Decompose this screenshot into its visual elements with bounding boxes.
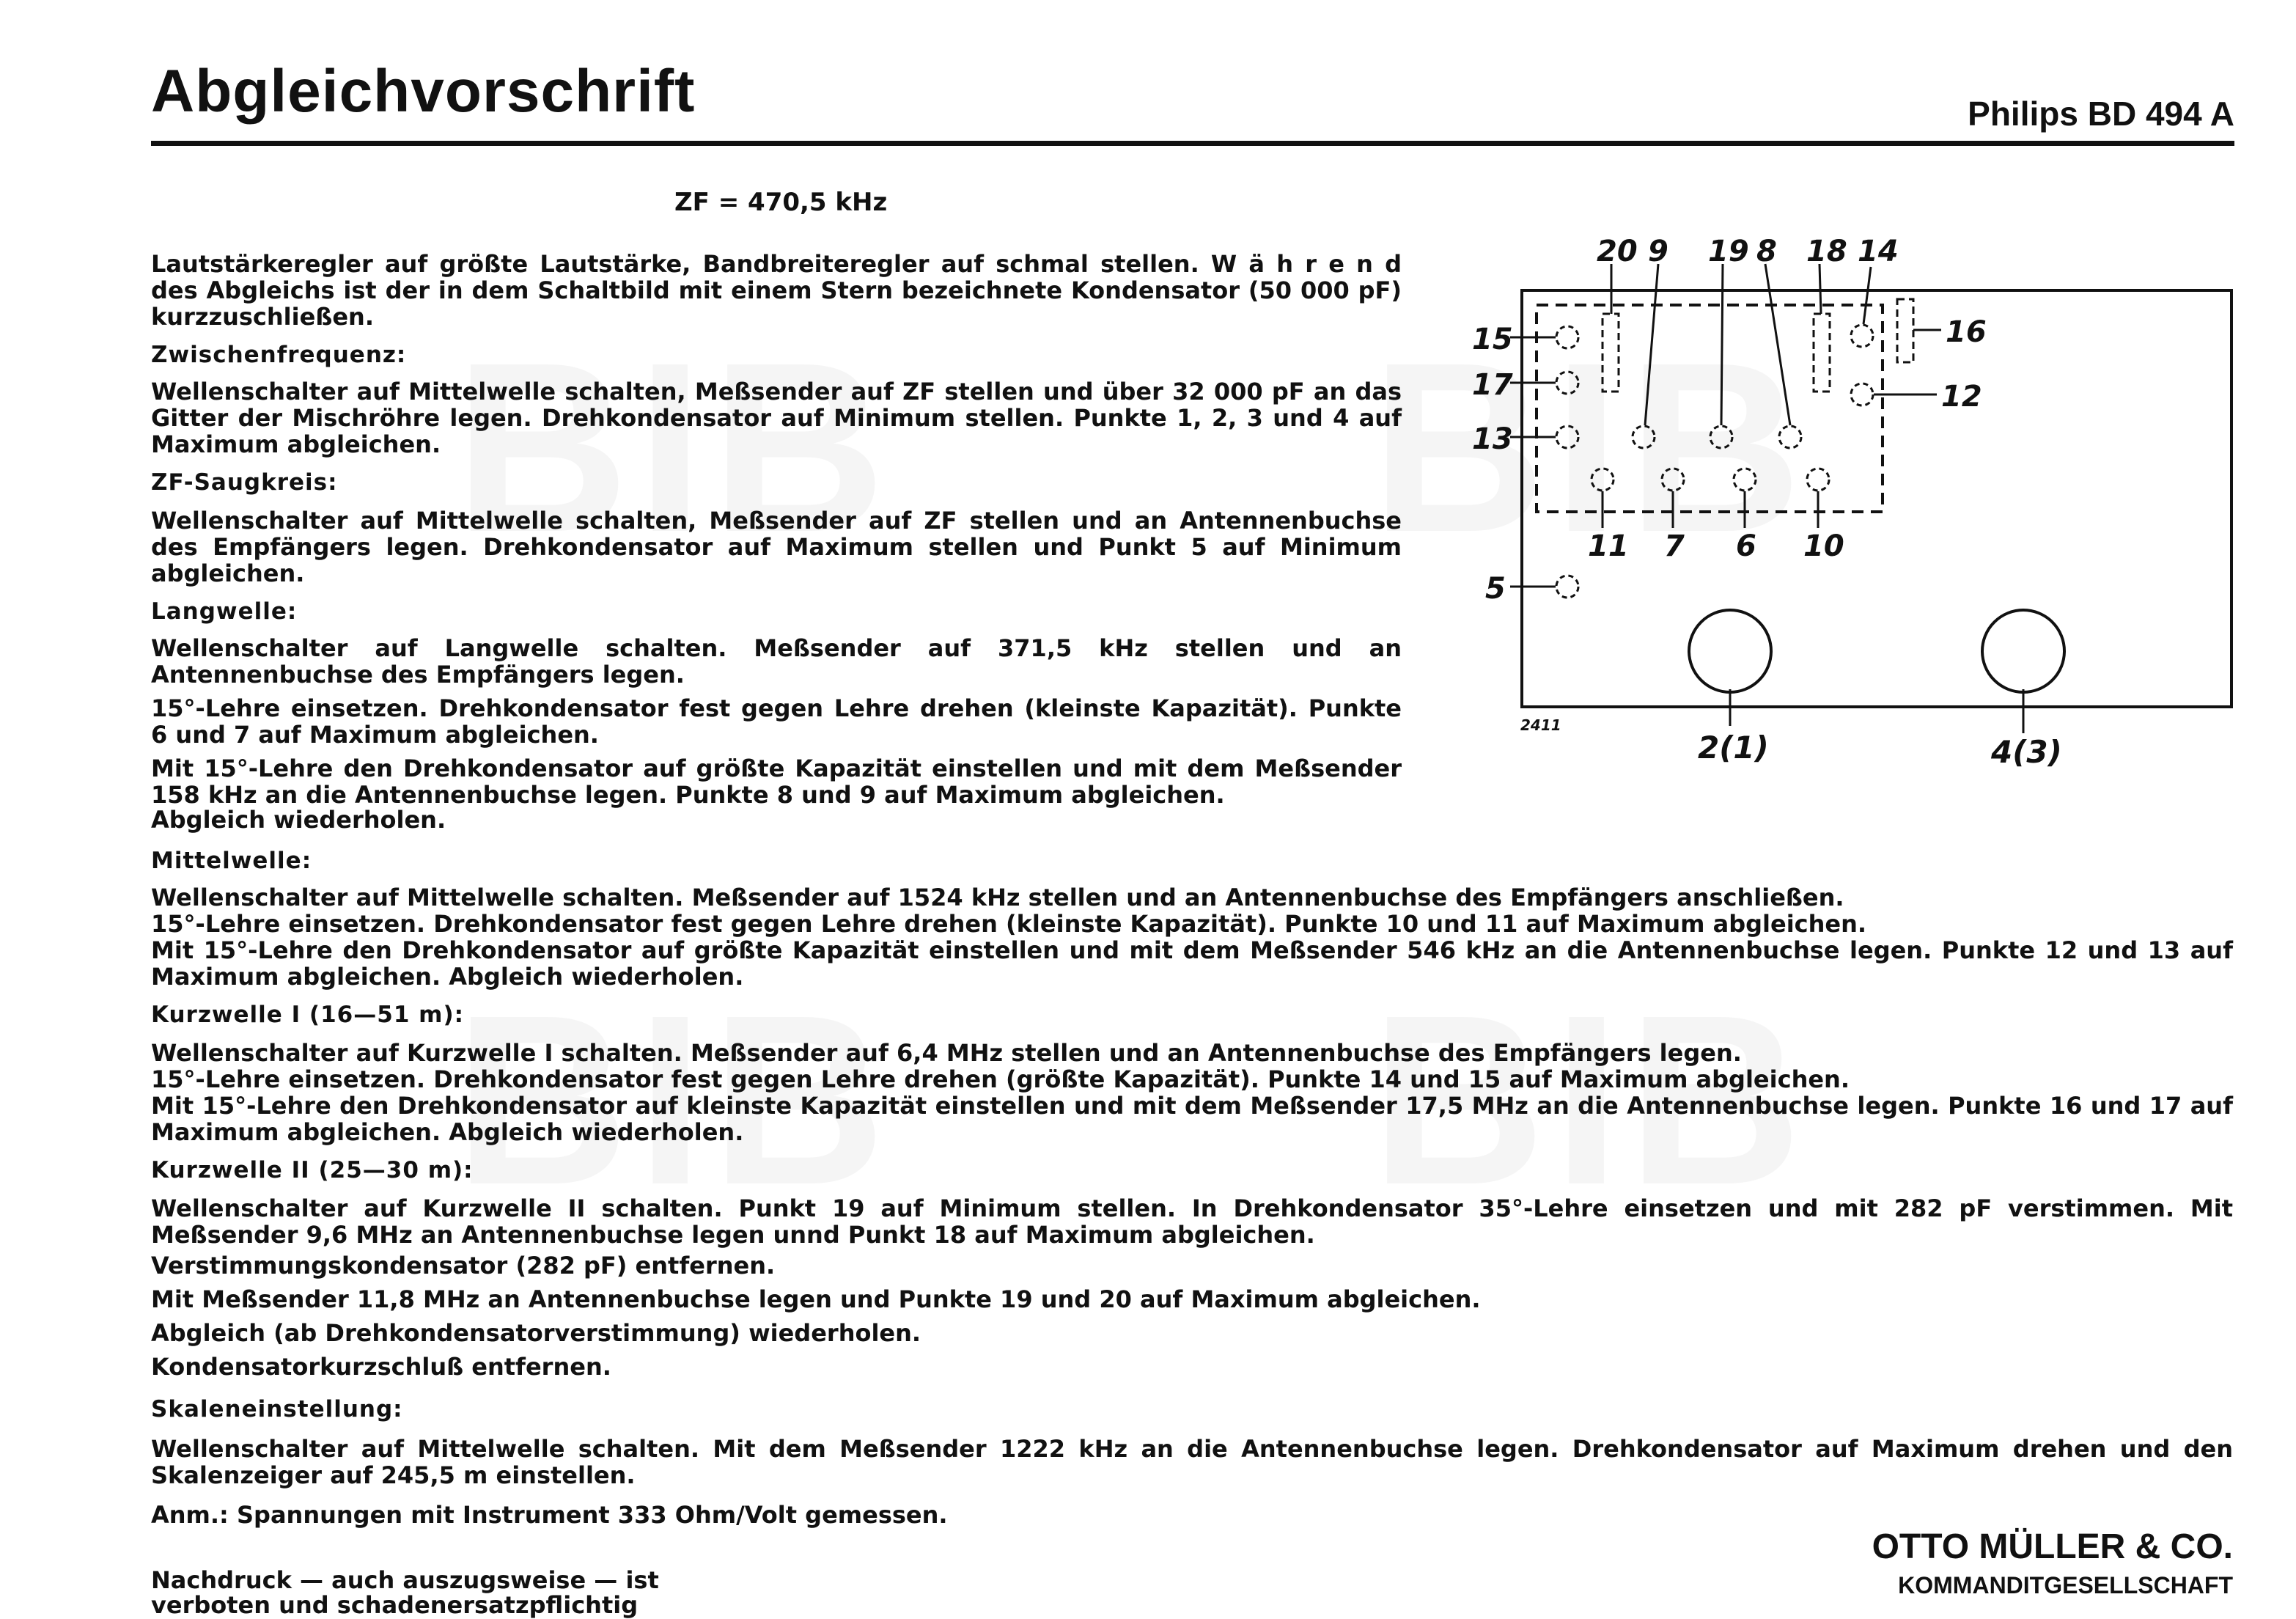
text-langwelle-4: Abgleich wiederholen. <box>151 806 446 834</box>
point-5 <box>1556 576 1578 598</box>
label-top-18: 18 <box>1806 235 1847 268</box>
alignment-diagram <box>1459 220 2251 792</box>
label-right-16: 16 <box>1946 315 1987 349</box>
text-langwelle-2: 15°-Lehre einsetzen. Drehkondensator fest gegen Lehre drehen (kleinste Kapazität). Punkte 6 und 7 auf Maximum abgleichen. <box>151 694 1402 749</box>
point-9 <box>1633 426 1655 448</box>
heading-kurzwelle-2: Kurzwelle II (25—30 m): <box>151 1157 474 1183</box>
text-mittelwelle-2: 15°-Lehre einsetzen. Drehkondensator fest gegen Lehre drehen (kleinste Kapazität). Punkte 10 und 11 auf Maximum abgleichen. <box>151 910 1867 938</box>
text-kurzwelle-2-4: Abgleich (ab Drehkondensatorverstimmung) wiederholen. <box>151 1319 921 1347</box>
text-langwelle-3: Mit 15°-Lehre den Drehkondensator auf größte Kapazität einstellen und mit dem Meßsender 158 kHz an die Antennenbuchse legen. Punkte 8 und 9 auf Maximum abgleichen. <box>151 755 1402 809</box>
heading-langwelle: Langwelle: <box>151 598 298 625</box>
label-bottom-6: 6 <box>1736 529 1756 563</box>
text-saugkreis: Wellenschalter auf Mittelwelle schalten, Meßsender auf ZF stellen und an Antennenbuchse des Empfängers legen. Drehkondensator auf Maximum stellen und Punkt 5 auf Minimum abgleichen. <box>151 507 1402 587</box>
knob-right <box>1982 610 2064 692</box>
point-6 <box>1734 469 1756 491</box>
label-bottom-11: 11 <box>1588 529 1629 563</box>
text-mittelwelle-1: Wellenschalter auf Mittelwelle schalten. Meßsender auf 1524 kHz stellen und an Antennenbuchse des Empfängers anschließen. <box>151 884 1844 911</box>
text-zwischenfrequenz: Wellenschalter auf Mittelwelle schalten, Meßsender auf ZF stellen und über 32 000 pF an das Gitter der Mischröhre legen. Drehkondensator auf Minimum stellen. Punkte 1, 2, 3 und 4 auf Maximum abgleichen. <box>151 378 1402 458</box>
diagram-code: 2411 <box>1520 716 1561 734</box>
coil-20 <box>1603 314 1619 392</box>
text-mittelwelle-3: Mit 15°-Lehre den Drehkondensator auf größte Kapazität einstellen und mit dem Meßsender 546 kHz an die Antennenbuchse legen. Punkte 12 und 13 auf Maximum abgleichen. Abgleich wiederholen. <box>151 936 2233 991</box>
point-11 <box>1592 469 1614 491</box>
chassis-outline <box>1522 290 2231 707</box>
heading-saugkreis: ZF-Saugkreis: <box>151 469 338 496</box>
point-15 <box>1556 326 1578 348</box>
point-12 <box>1851 383 1873 405</box>
point-17 <box>1556 372 1578 394</box>
point-14 <box>1851 325 1873 347</box>
coil-18 <box>1814 314 1830 392</box>
label-knob-left: 2(1) <box>1698 730 1769 766</box>
model-name: Philips BD 494 A <box>1968 95 2234 133</box>
text-kurzwelle-1-3: Mit 15°-Lehre den Drehkondensator auf kleinste Kapazität einstellen und mit dem Meßsender 17,5 MHz an die Antennenbuchse legen. Punkte 16 und 17 auf Maximum abgleichen. Abgleich wiederholen. <box>151 1092 2233 1146</box>
label-right-12: 12 <box>1941 380 1982 414</box>
zf-value: ZF = 470,5 kHz <box>674 188 888 217</box>
anmerkung: Anm.: Spannungen mit Instrument 333 Ohm/Volt gemessen. <box>151 1501 948 1529</box>
label-top-14: 14 <box>1858 235 1899 268</box>
label-knob-right: 4(3) <box>1991 734 2062 770</box>
label-left-15: 15 <box>1472 323 1513 356</box>
text-kurzwelle-2-5: Kondensatorkurzschluß entfernen. <box>151 1353 611 1381</box>
label-top-19: 19 <box>1708 235 1749 268</box>
coil-16 <box>1897 299 1913 362</box>
label-left-17: 17 <box>1472 368 1513 402</box>
point-10 <box>1807 469 1829 491</box>
heading-zwischenfrequenz: Zwischenfrequenz: <box>151 342 407 368</box>
label-bottom-7: 7 <box>1664 529 1685 563</box>
point-13 <box>1556 426 1578 448</box>
label-bottom-10: 10 <box>1803 529 1844 563</box>
point-8 <box>1779 426 1801 448</box>
text-skaleneinstellung: Wellenschalter auf Mittelwelle schalten. Mit dem Meßsender 1222 kHz an die Antennenbuchse legen. Drehkondensator auf Maximum drehen und den Skalenzeiger auf 245,5 m einstellen. <box>151 1435 2233 1489</box>
page-title: Abgleichvorschrift <box>151 58 696 125</box>
point-7 <box>1662 469 1684 491</box>
text-kurzwelle-2-1: Wellenschalter auf Kurzwelle II schalten. Punkt 19 auf Minimum stellen. In Drehkondensator 35°-Lehre einsetzen und mit 282 pF verstimmen. Mit Meßsender 9,6 MHz an Antennenbuchse legen unnd Punkt 18 auf Maximum abgleichen. <box>151 1194 2233 1249</box>
publisher-name: OTTO MÜLLER & CO. <box>1872 1527 2233 1566</box>
heading-skaleneinstellung: Skaleneinstellung: <box>151 1396 403 1422</box>
point-19 <box>1710 426 1732 448</box>
label-top-9: 9 <box>1648 235 1668 268</box>
label-left-5: 5 <box>1485 572 1506 606</box>
text-kurzwelle-2-2: Verstimmungskondensator (282 pF) entfernen. <box>151 1252 776 1280</box>
nachdruck-note: Nachdruck — auch auszugsweise — ist verboten und schadenersatzpflichtig <box>151 1566 659 1619</box>
label-left-13: 13 <box>1472 422 1513 456</box>
text-kurzwelle-1-2: 15°-Lehre einsetzen. Drehkondensator fest gegen Lehre drehen (größte Kapazität). Punkte 14 und 15 auf Maximum abgleichen. <box>151 1065 1850 1093</box>
intro-text: Lautstärkeregler auf größte Lautstärke, Bandbreiteregler auf schmal stellen. W ä h r e n d des Abgleichs ist der in dem Schaltbild mit einem Stern bezeichnete Kondensator (50 000 pF) kurzzuschließen. <box>151 250 1402 331</box>
text-kurzwelle-1-1: Wellenschalter auf Kurzwelle I schalten. Meßsender auf 6,4 MHz stellen und an Antennenbuchse des Empfängers legen. <box>151 1039 1742 1067</box>
label-top-8: 8 <box>1756 235 1777 268</box>
heading-kurzwelle-1: Kurzwelle I (16—51 m): <box>151 1002 465 1028</box>
label-top-20: 20 <box>1597 235 1638 268</box>
header-rule <box>151 141 2234 146</box>
publisher-subtitle: KOMMANDITGESELLSCHAFT <box>1898 1572 2233 1598</box>
text-langwelle-1: Wellenschalter auf Langwelle schalten. Meßsender auf 371,5 kHz stellen und an Antennenbuchse des Empfängers legen. <box>151 634 1402 689</box>
text-kurzwelle-2-3: Mit Meßsender 11,8 MHz an Antennenbuchse legen und Punkte 19 und 20 auf Maximum abgleichen. <box>151 1285 1481 1313</box>
knob-left <box>1689 610 1771 692</box>
heading-mittelwelle: Mittelwelle: <box>151 848 312 874</box>
